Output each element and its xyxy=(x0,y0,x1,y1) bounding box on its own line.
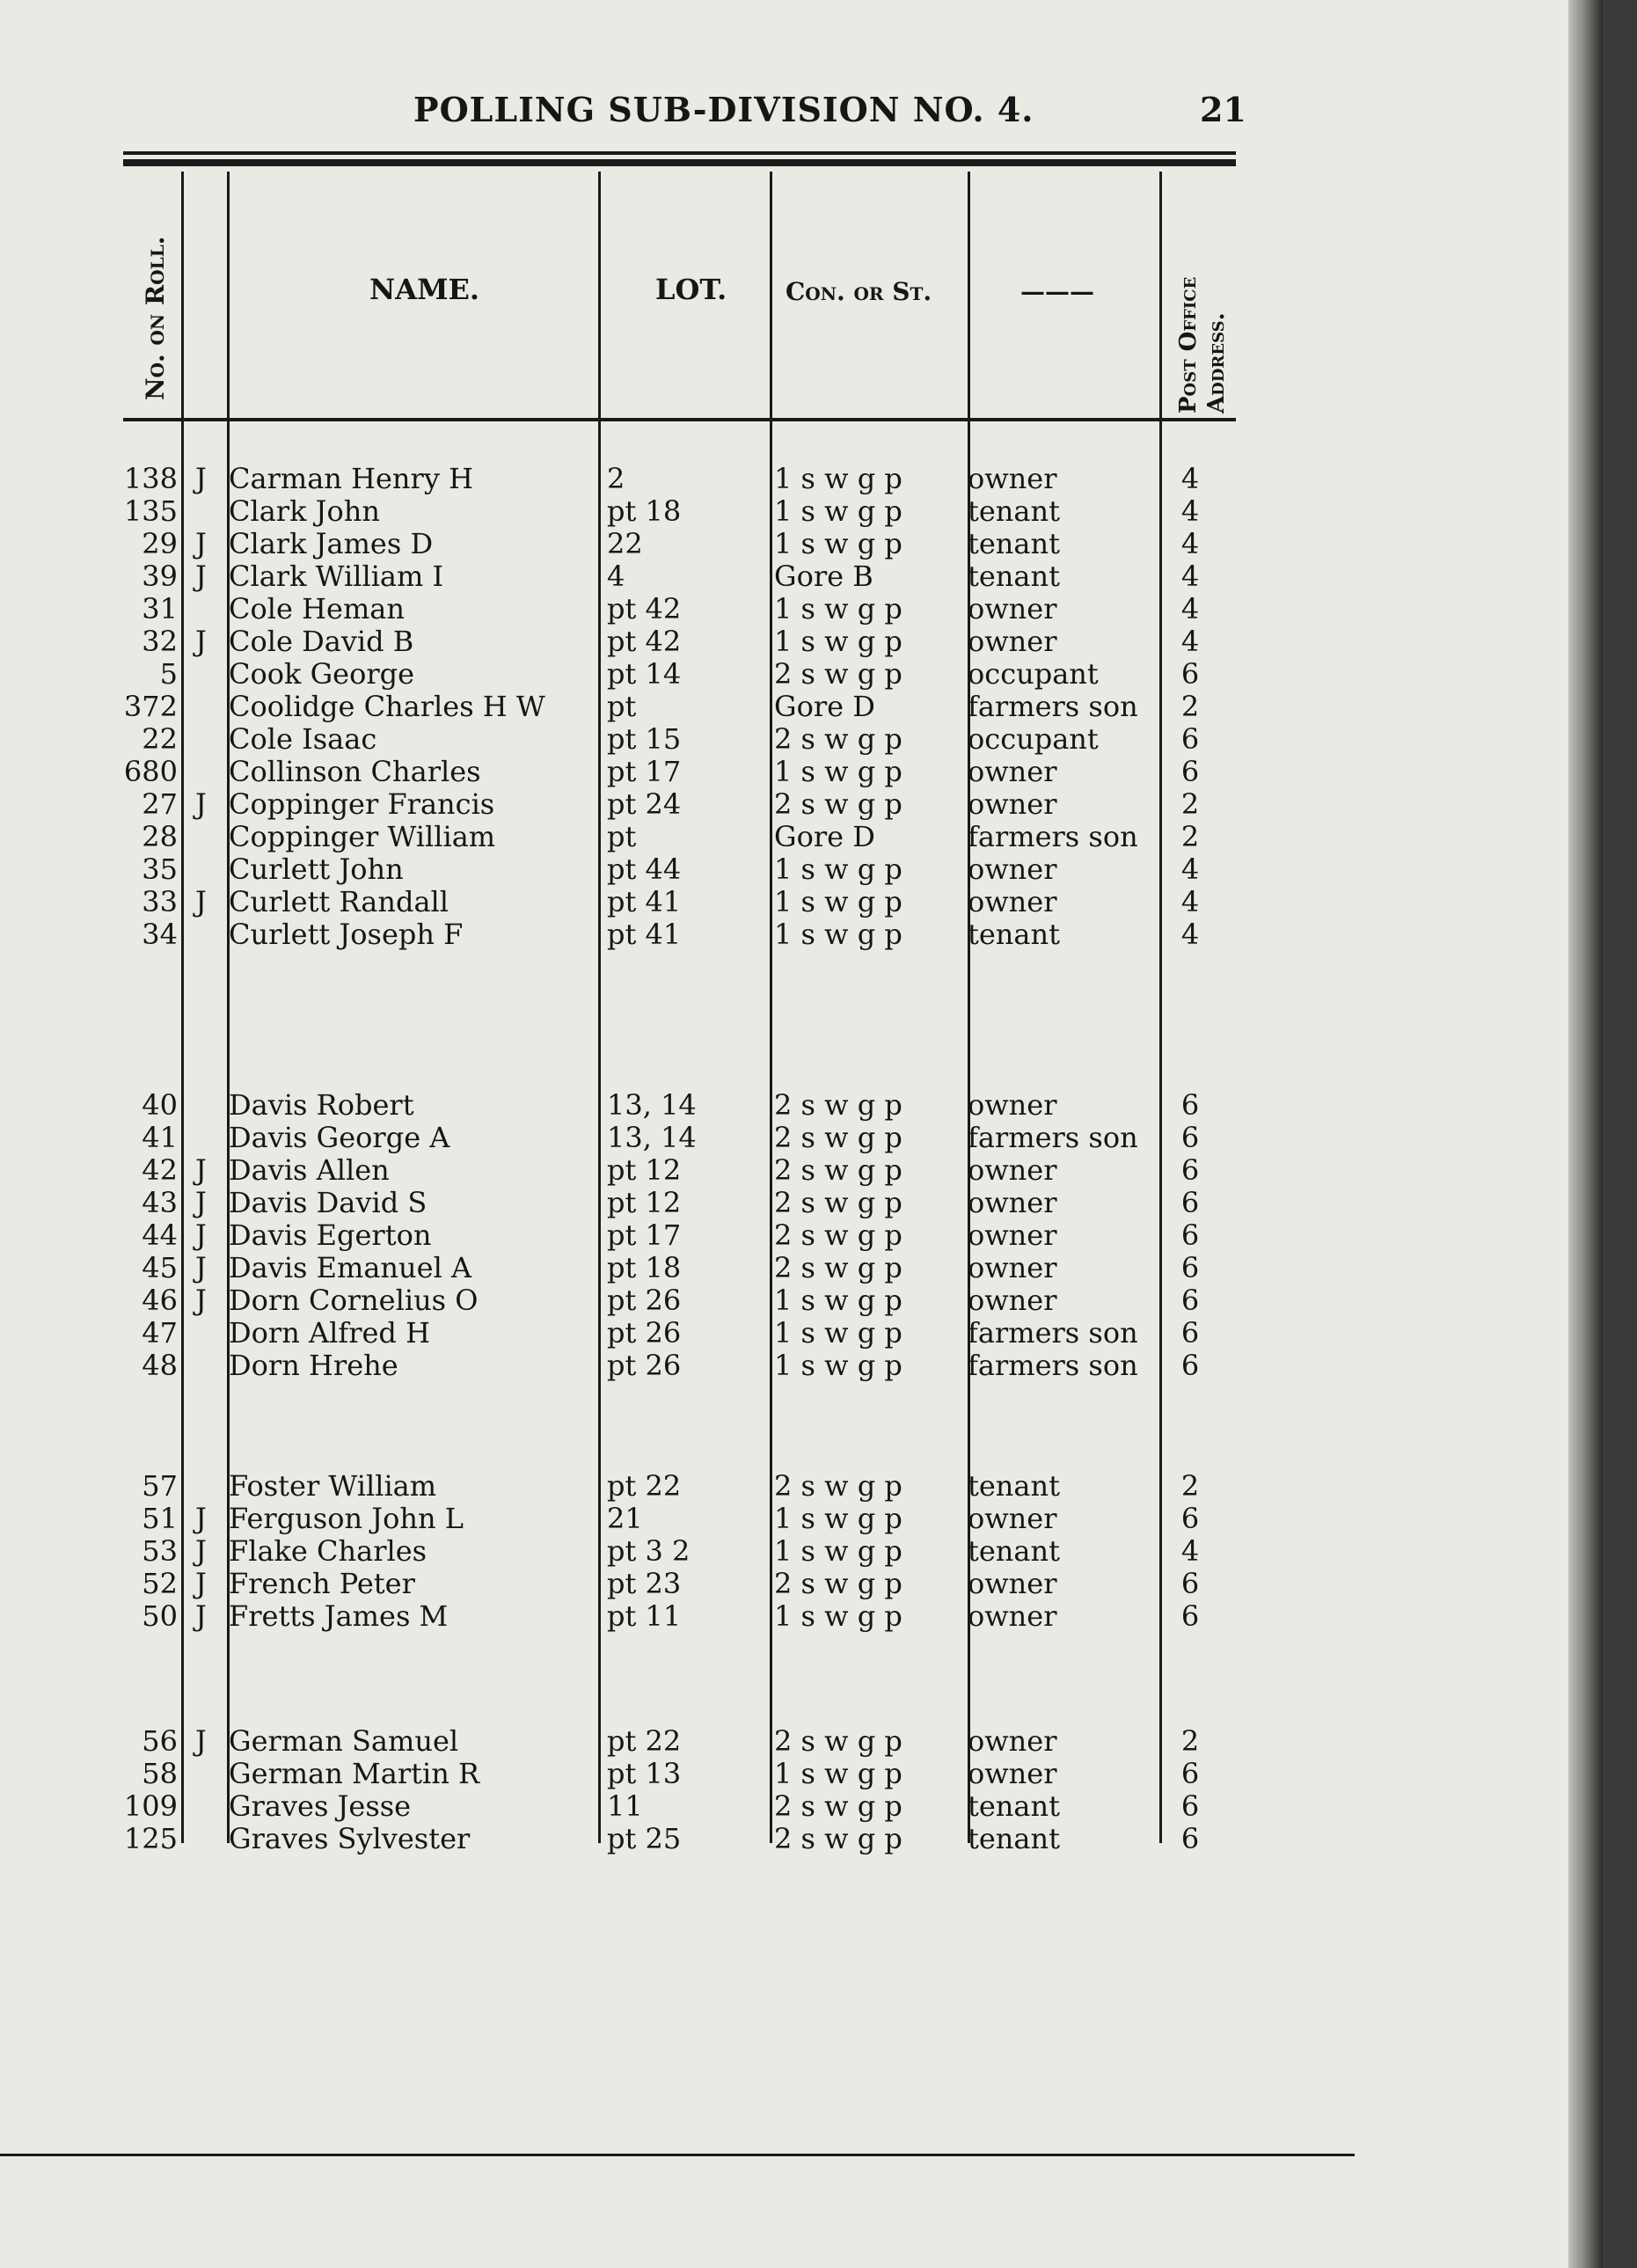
voter-status: farmers son xyxy=(968,690,1138,723)
voter-status: owner xyxy=(968,1599,1057,1633)
concession: Gore D xyxy=(774,690,875,723)
post-office-code: 4 xyxy=(1180,625,1200,658)
roll-number: 48 xyxy=(142,1349,178,1382)
voter-status: farmers son xyxy=(968,1121,1138,1154)
lot-number: pt 18 xyxy=(607,1251,682,1284)
roll-number: 44 xyxy=(142,1218,178,1252)
roll-number: 39 xyxy=(142,560,178,593)
juror-mark: J xyxy=(195,527,207,560)
voter-status: owner xyxy=(968,1502,1057,1535)
post-office-code: 4 xyxy=(1180,527,1200,560)
voter-name: Clark William I xyxy=(229,560,444,593)
juror-mark: J xyxy=(195,1218,207,1252)
voter-name: Coolidge Charles H W xyxy=(229,690,545,723)
voter-status: occupant xyxy=(968,657,1099,691)
lot-number: pt 18 xyxy=(607,494,682,528)
roll-number: 50 xyxy=(142,1599,178,1633)
roll-number: 45 xyxy=(142,1251,178,1284)
concession: 2 s w g p xyxy=(774,1469,903,1503)
voter-status: owner xyxy=(968,787,1057,821)
post-office-code: 4 xyxy=(1180,560,1200,593)
roll-number: 56 xyxy=(142,1724,178,1758)
concession: 2 s w g p xyxy=(774,787,903,821)
roll-number: 22 xyxy=(142,722,178,756)
roll-number: 138 xyxy=(123,462,178,495)
lot-number: pt 12 xyxy=(607,1153,682,1187)
voter-name: German Martin R xyxy=(229,1757,480,1790)
roll-number: 135 xyxy=(123,494,178,528)
lot-number: pt xyxy=(607,690,637,723)
roll-number: 33 xyxy=(142,885,178,918)
lot-number: pt 22 xyxy=(607,1469,682,1503)
concession: 2 s w g p xyxy=(774,1088,903,1122)
voter-status: owner xyxy=(968,755,1057,788)
voter-status: owner xyxy=(968,1567,1057,1600)
voter-name: Davis George A xyxy=(229,1121,450,1154)
page-bottom-rule xyxy=(0,2154,1355,2156)
juror-mark: J xyxy=(195,560,207,593)
lot-number: pt 42 xyxy=(607,625,682,658)
voter-name: Coppinger William xyxy=(229,820,496,853)
lot-number: pt 22 xyxy=(607,1724,682,1758)
lot-number: pt 41 xyxy=(607,885,682,918)
concession: 2 s w g p xyxy=(774,657,903,691)
voter-status: owner xyxy=(968,852,1057,886)
voter-name: Graves Jesse xyxy=(229,1789,412,1823)
concession: 1 s w g p xyxy=(774,1757,903,1790)
voter-status: tenant xyxy=(968,1534,1060,1568)
post-office-code: 6 xyxy=(1180,657,1200,691)
roll-number: 52 xyxy=(142,1567,178,1600)
post-office-code: 2 xyxy=(1180,690,1200,723)
lot-number: 4 xyxy=(607,560,625,593)
lot-number: pt 26 xyxy=(607,1316,682,1350)
lot-number: pt 44 xyxy=(607,852,682,886)
post-office-code: 6 xyxy=(1180,1284,1200,1317)
concession: 2 s w g p xyxy=(774,1567,903,1600)
lot-number: pt 14 xyxy=(607,657,682,691)
voter-status: tenant xyxy=(968,1789,1060,1823)
post-office-code: 6 xyxy=(1180,1757,1200,1790)
concession: 1 s w g p xyxy=(774,1349,903,1382)
lot-number: pt 17 xyxy=(607,755,682,788)
post-office-code: 2 xyxy=(1180,787,1200,821)
concession: Gore D xyxy=(774,820,875,853)
concession: 1 s w g p xyxy=(774,755,903,788)
concession: 1 s w g p xyxy=(774,462,903,495)
juror-mark: J xyxy=(195,1502,207,1535)
roll-number: 125 xyxy=(123,1822,178,1855)
roll-number: 58 xyxy=(142,1757,178,1790)
lot-number: 13, 14 xyxy=(607,1121,697,1154)
voter-name: French Peter xyxy=(229,1567,415,1600)
voter-status: tenant xyxy=(968,560,1060,593)
voter-name: Coppinger Francis xyxy=(229,787,495,821)
voter-status: owner xyxy=(968,1218,1057,1252)
voter-name: Dorn Alfred H xyxy=(229,1316,430,1350)
voter-status: owner xyxy=(968,1153,1057,1187)
header-post-office: Post Office Address. xyxy=(1175,276,1230,413)
lot-number: 11 xyxy=(607,1789,643,1823)
juror-mark: J xyxy=(195,1153,207,1187)
book-spine-edge xyxy=(1568,0,1603,2268)
post-office-code: 6 xyxy=(1180,1599,1200,1633)
voter-name: Clark John xyxy=(229,494,380,528)
voter-name: Flake Charles xyxy=(229,1534,428,1568)
voter-name: Curlett Joseph F xyxy=(229,918,464,951)
voter-status: owner xyxy=(968,462,1057,495)
concession: 1 s w g p xyxy=(774,1502,903,1535)
concession: 1 s w g p xyxy=(774,918,903,951)
column-header-rule xyxy=(123,418,1236,421)
juror-mark: J xyxy=(195,1186,207,1219)
page-number: 21 xyxy=(1200,90,1246,129)
voter-name: Curlett John xyxy=(229,852,404,886)
voter-name: Clark James D xyxy=(229,527,434,560)
page-title: POLLING SUB-DIVISION NO. 4. xyxy=(413,90,1034,129)
header-no-on-roll: No. on Roll. xyxy=(141,236,170,400)
lot-number: pt 23 xyxy=(607,1567,682,1600)
post-office-code: 4 xyxy=(1180,1534,1200,1568)
lot-number: 22 xyxy=(607,527,643,560)
post-office-code: 6 xyxy=(1180,1121,1200,1154)
voter-name: Foster William xyxy=(229,1469,437,1503)
header-name: NAME. xyxy=(369,273,480,306)
voter-status: owner xyxy=(968,1724,1057,1758)
lot-number: pt xyxy=(607,820,637,853)
lot-number: pt 3 2 xyxy=(607,1534,691,1568)
col-line-lot xyxy=(770,172,772,1843)
voter-status: farmers son xyxy=(968,820,1138,853)
lot-number: pt 11 xyxy=(607,1599,682,1633)
juror-mark: J xyxy=(195,462,207,495)
post-office-code: 6 xyxy=(1180,722,1200,756)
concession: 2 s w g p xyxy=(774,1251,903,1284)
lot-number: pt 12 xyxy=(607,1186,682,1219)
post-office-code: 4 xyxy=(1180,494,1200,528)
concession: 2 s w g p xyxy=(774,1789,903,1823)
post-office-code: 6 xyxy=(1180,1218,1200,1252)
roll-number: 109 xyxy=(123,1789,178,1823)
roll-number: 31 xyxy=(142,592,178,626)
voter-status: occupant xyxy=(968,722,1099,756)
roll-number: 32 xyxy=(142,625,178,658)
roll-number: 47 xyxy=(142,1316,178,1350)
roll-number: 27 xyxy=(142,787,178,821)
juror-mark: J xyxy=(195,885,207,918)
juror-mark: J xyxy=(195,1567,207,1600)
concession: 1 s w g p xyxy=(774,527,903,560)
post-office-code: 6 xyxy=(1180,1153,1200,1187)
post-office-code: 6 xyxy=(1180,1789,1200,1823)
post-office-code: 4 xyxy=(1180,462,1200,495)
roll-number: 53 xyxy=(142,1534,178,1568)
voter-name: Davis Robert xyxy=(229,1088,414,1122)
post-office-code: 6 xyxy=(1180,1502,1200,1535)
lot-number: pt 41 xyxy=(607,918,682,951)
header-status: ——— xyxy=(1020,277,1094,306)
concession: 2 s w g p xyxy=(774,722,903,756)
roll-number: 5 xyxy=(159,657,178,691)
post-office-code: 6 xyxy=(1180,1088,1200,1122)
concession: 1 s w g p xyxy=(774,1534,903,1568)
col-line-no xyxy=(181,172,184,1843)
roll-number: 42 xyxy=(142,1153,178,1187)
voter-status: owner xyxy=(968,1186,1057,1219)
juror-mark: J xyxy=(195,625,207,658)
juror-mark: J xyxy=(195,1724,207,1758)
voter-name: Carman Henry H xyxy=(229,462,473,495)
concession: 1 s w g p xyxy=(774,852,903,886)
concession: Gore B xyxy=(774,560,873,593)
post-office-code: 6 xyxy=(1180,1567,1200,1600)
concession: 1 s w g p xyxy=(774,1284,903,1317)
concession: 1 s w g p xyxy=(774,625,903,658)
post-office-code: 6 xyxy=(1180,1186,1200,1219)
header-lot: LOT. xyxy=(655,273,727,306)
lot-number: pt 24 xyxy=(607,787,682,821)
voter-name: Davis Emanuel A xyxy=(229,1251,472,1284)
lot-number: pt 15 xyxy=(607,722,682,756)
voter-name: Cook George xyxy=(229,657,415,691)
concession: 2 s w g p xyxy=(774,1724,903,1758)
post-office-code: 2 xyxy=(1180,1469,1200,1503)
voter-name: Graves Sylvester xyxy=(229,1822,471,1855)
voter-status: owner xyxy=(968,1088,1057,1122)
concession: 2 s w g p xyxy=(774,1218,903,1252)
voter-name: Cole David B xyxy=(229,625,414,658)
voter-status: owner xyxy=(968,885,1057,918)
post-office-code: 4 xyxy=(1180,852,1200,886)
voter-name: German Samuel xyxy=(229,1724,459,1758)
roll-number: 57 xyxy=(142,1469,178,1503)
roll-number: 51 xyxy=(142,1502,178,1535)
post-office-code: 2 xyxy=(1180,820,1200,853)
roll-number: 34 xyxy=(142,918,178,951)
juror-mark: J xyxy=(195,1599,207,1633)
voter-name: Fretts James M xyxy=(229,1599,449,1633)
voter-name: Davis Allen xyxy=(229,1153,390,1187)
post-office-code: 4 xyxy=(1180,592,1200,626)
concession: 1 s w g p xyxy=(774,1316,903,1350)
concession: 1 s w g p xyxy=(774,1599,903,1633)
voter-name: Collinson Charles xyxy=(229,755,481,788)
voter-status: owner xyxy=(968,1757,1057,1790)
voter-name: Ferguson John L xyxy=(229,1502,464,1535)
roll-number: 43 xyxy=(142,1186,178,1219)
roll-number: 41 xyxy=(142,1121,178,1154)
roll-number: 372 xyxy=(123,690,178,723)
lot-number: pt 42 xyxy=(607,592,682,626)
concession: 1 s w g p xyxy=(774,885,903,918)
voter-status: farmers son xyxy=(968,1349,1138,1382)
post-office-code: 6 xyxy=(1180,1316,1200,1350)
roll-number: 29 xyxy=(142,527,178,560)
concession: 2 s w g p xyxy=(774,1822,903,1855)
concession: 2 s w g p xyxy=(774,1186,903,1219)
header-rule-top xyxy=(123,151,1236,155)
concession: 1 s w g p xyxy=(774,494,903,528)
voter-status: tenant xyxy=(968,1469,1060,1503)
col-line-status xyxy=(1159,172,1162,1843)
juror-mark: J xyxy=(195,1251,207,1284)
voter-status: tenant xyxy=(968,1822,1060,1855)
lot-number: pt 26 xyxy=(607,1284,682,1317)
post-office-code: 6 xyxy=(1180,1822,1200,1855)
roll-number: 35 xyxy=(142,852,178,886)
lot-number: pt 26 xyxy=(607,1349,682,1382)
post-office-code: 4 xyxy=(1180,918,1200,951)
roll-number: 680 xyxy=(123,755,178,788)
voter-status: tenant xyxy=(968,527,1060,560)
concession: 2 s w g p xyxy=(774,1121,903,1154)
voter-status: farmers son xyxy=(968,1316,1138,1350)
post-office-code: 6 xyxy=(1180,1251,1200,1284)
lot-number: pt 13 xyxy=(607,1757,682,1790)
voter-name: Davis Egerton xyxy=(229,1218,432,1252)
voter-status: owner xyxy=(968,1284,1057,1317)
voter-name: Cole Heman xyxy=(229,592,405,626)
lot-number: pt 25 xyxy=(607,1822,682,1855)
post-office-code: 2 xyxy=(1180,1724,1200,1758)
col-line-name xyxy=(598,172,601,1843)
roll-number: 46 xyxy=(142,1284,178,1317)
voter-status: owner xyxy=(968,625,1057,658)
voter-name: Dorn Cornelius O xyxy=(229,1284,479,1317)
roll-number: 40 xyxy=(142,1088,178,1122)
voter-status: tenant xyxy=(968,494,1060,528)
lot-number: 21 xyxy=(607,1502,643,1535)
lot-number: 2 xyxy=(607,462,625,495)
voter-name: Dorn Hrehe xyxy=(229,1349,398,1382)
roll-number: 28 xyxy=(142,820,178,853)
post-office-code: 6 xyxy=(1180,755,1200,788)
concession: 2 s w g p xyxy=(774,1153,903,1187)
juror-mark: J xyxy=(195,1284,207,1317)
post-office-code: 6 xyxy=(1180,1349,1200,1382)
voter-name: Cole Isaac xyxy=(229,722,377,756)
voter-status: owner xyxy=(968,592,1057,626)
lot-number: 13, 14 xyxy=(607,1088,697,1122)
header-rule-bottom xyxy=(123,159,1236,166)
voter-status: tenant xyxy=(968,918,1060,951)
header-con-or-st: Con. or St. xyxy=(786,277,932,306)
juror-mark: J xyxy=(195,1534,207,1568)
juror-mark: J xyxy=(195,787,207,821)
concession: 1 s w g p xyxy=(774,592,903,626)
voter-status: owner xyxy=(968,1251,1057,1284)
lot-number: pt 17 xyxy=(607,1218,682,1252)
voter-name: Curlett Randall xyxy=(229,885,449,918)
voter-name: Davis David S xyxy=(229,1186,428,1219)
post-office-code: 4 xyxy=(1180,885,1200,918)
